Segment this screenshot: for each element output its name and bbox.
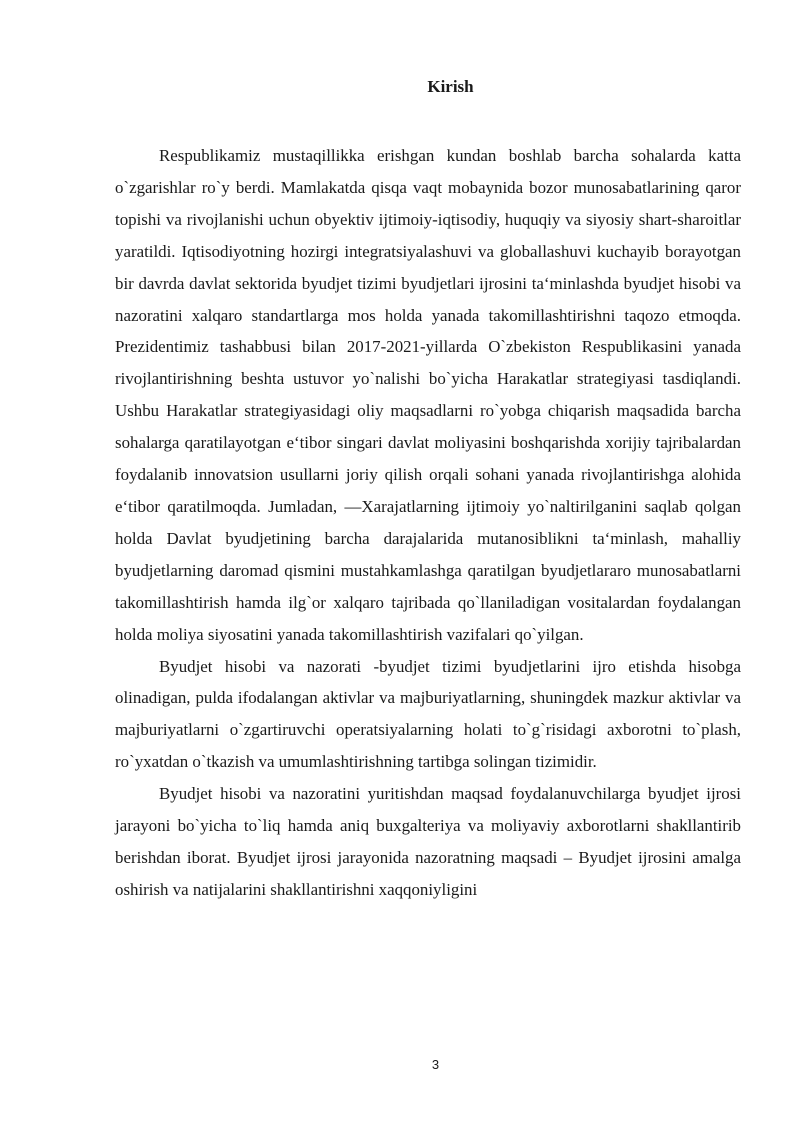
paragraph-3: Byudjet hisobi va nazoratini yuritishdan maqsad foydalanuvchilarga byudjet ijrosi jarayoni bo`yicha to`liq hamda aniq buxgalteriya va moliyaviy axborotlarni shakllantirib berishdan iborat. Byudjet ijrosi jarayonida nazoratning maqsadi – Byudjet ijrosini amalga oshirish va natijalarini shakllantirishni xaqqoniyligini [115,784,741,899]
page-number: 3 [431,1057,440,1072]
paragraph-1: Respublikamiz mustaqillikka erishgan kundan boshlab barcha sohalarda katta o`zgarishlar ro`y berdi. Mamlakatda qisqa vaqt mobaynida bozor munosabatlarining qaror topishi va rivojlanishi uchun obyektiv ijtimoiy-iqtisodiy, huquqiy va siyosiy shart-sharoitlar yaratildi. Iqtisodiyotning hozirgi integratsiyalashuvi va globallashuvi kuchayib borayotgan bir davrda davlat sektorida byudjet tizimi byudjetlari ijrosini ta‘minlashda byudjet hisobi va nazoratini xalqaro standartlarga mos holda yanada takomillashtirishni taqozo etmoqda. Prezidentimiz tashabbusi bilan 2017-2021-yillarda O`zbekiston Respublikasini yanada rivojlantirishning beshta ustuvor yo`nalishi bo`yicha Harakatlar strategiyasi tasdiqlandi. Ushbu Harakatlar strategiyasidagi oliy maqsadlarni ro`yobga chiqarish maqsadida barcha sohalarga qaratilayotgan e‘tibor singari davlat moliyasini boshqarishda xorijiy tajribalardan foydalanib innovatsion usullarni joriy qilish orqali sohani yanada rivojlantirishga alohida e‘tibor qaratilmoqda. Jumladan, ―Xarajatlarning ijtimoiy yo`naltirilganini saqlab qolgan holda Davlat byudjetining barcha darajalarida mutanosiblikni ta‘minlash, mahalliy byudjetlarning daromad qismini mustahkamlashga qaratilgan byudjetlararo munosabatlarni takomillashtirish hamda ilg`or xalqaro tajribada qo`llaniladigan vositalardan foydalangan holda moliya siyosatini yanada takomillashtirish vazifalari qo`yilgan. [115,146,741,644]
paragraph-2: Byudjet hisobi va nazorati -byudjet tizimi byudjetlarini ijro etishda hisobga olinadigan, pulda ifodalangan aktivlar va majburiyatlarning, shuningdek mazkur aktivlar va majburiyatlarni o`zgartiruvchi operatsiyalarning holati to`g`risidagi axborotni to`plash, ro`yxatdan o`tkazish va umumlashtirishning tartibga solingan tizimidir. [115,656,741,772]
page-title: Kirish [427,77,474,96]
body-text [115,140,741,906]
